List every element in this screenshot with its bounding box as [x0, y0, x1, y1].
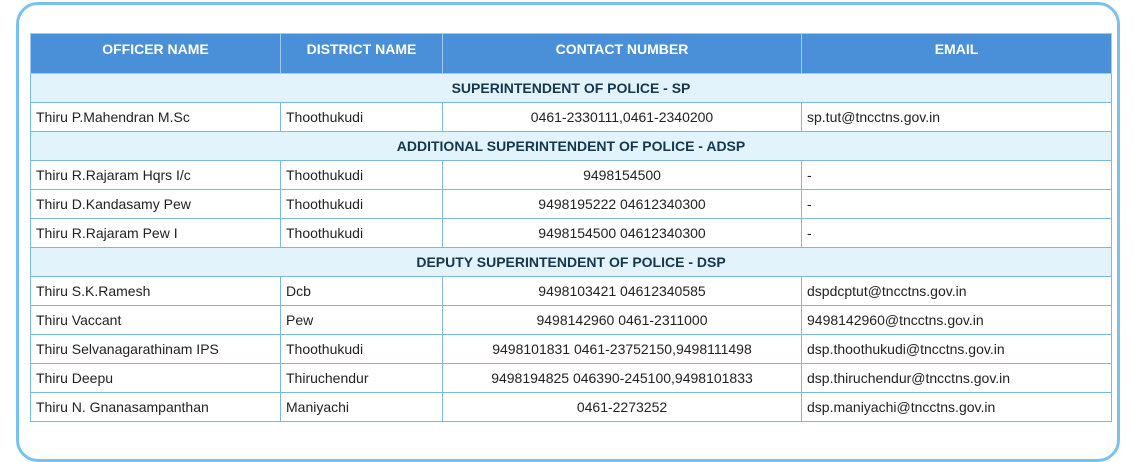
officer-name-cell: Thiru N. Gnanasampanthan — [31, 393, 281, 422]
contact-cell: 9498101831 0461-23752150,9498111498 — [443, 335, 802, 364]
header-district-name: DISTRICT NAME — [281, 34, 443, 74]
district-cell: Thoothukudi — [281, 190, 443, 219]
district-cell: Thoothukudi — [281, 103, 443, 132]
email-cell: dsp.maniyachi@tncctns.gov.in — [802, 393, 1112, 422]
district-cell: Thoothukudi — [281, 219, 443, 248]
table-row — [31, 190, 1112, 219]
section-row-dsp — [31, 248, 1112, 277]
section-title: ADDITIONAL SUPERINTENDENT OF POLICE - ADSP — [31, 132, 1112, 161]
table-row — [31, 103, 1112, 132]
contact-cell: 0461-2330111,0461-2340200 — [443, 103, 802, 132]
table-header — [31, 34, 1112, 74]
officer-name-cell: Thiru Selvanagarathinam IPS — [31, 335, 281, 364]
header-officer-name: OFFICER NAME — [31, 34, 281, 74]
contact-cell: 0461-2273252 — [443, 393, 802, 422]
email-cell: dsp.thoothukudi@tncctns.gov.in — [802, 335, 1112, 364]
contact-cell: 9498154500 — [443, 161, 802, 190]
header-email: EMAIL — [802, 34, 1112, 74]
email-cell: 9498142960@tncctns.gov.in — [802, 306, 1112, 335]
district-cell: Thoothukudi — [281, 161, 443, 190]
officer-name-cell: Thiru R.Rajaram Hqrs I/c — [31, 161, 281, 190]
district-cell: Dcb — [281, 277, 443, 306]
contact-cell: 9498103421 04612340585 — [443, 277, 802, 306]
email-cell: dsp.thiruchendur@tncctns.gov.in — [802, 364, 1112, 393]
officer-name-cell: Thiru Vaccant — [31, 306, 281, 335]
table-row — [31, 335, 1112, 364]
table-row — [31, 364, 1112, 393]
table-row — [31, 306, 1112, 335]
section-row-adsp — [31, 132, 1112, 161]
table-row — [31, 161, 1112, 190]
contact-cell: 9498194825 046390-245100,9498101833 — [443, 364, 802, 393]
officers-table — [30, 33, 1112, 422]
section-row-sp — [31, 74, 1112, 103]
table-row — [31, 393, 1112, 422]
officer-name-cell: Thiru Deepu — [31, 364, 281, 393]
officer-name-cell: Thiru D.Kandasamy Pew — [31, 190, 281, 219]
contact-cell: 9498154500 04612340300 — [443, 219, 802, 248]
email-cell: - — [802, 190, 1112, 219]
contact-cell: 9498142960 0461-2311000 — [443, 306, 802, 335]
officer-name-cell: Thiru S.K.Ramesh — [31, 277, 281, 306]
email-cell: sp.tut@tncctns.gov.in — [802, 103, 1112, 132]
section-title: DEPUTY SUPERINTENDENT OF POLICE - DSP — [31, 248, 1112, 277]
officer-name-cell: Thiru P.Mahendran M.Sc — [31, 103, 281, 132]
district-cell: Pew — [281, 306, 443, 335]
district-cell: Thoothukudi — [281, 335, 443, 364]
email-cell: - — [802, 219, 1112, 248]
email-cell: dspdcptut@tncctns.gov.in — [802, 277, 1112, 306]
table-row — [31, 277, 1112, 306]
header-contact-number: CONTACT NUMBER — [443, 34, 802, 74]
table-body — [31, 74, 1112, 422]
header-row — [31, 34, 1112, 74]
district-cell: Thiruchendur — [281, 364, 443, 393]
email-cell: - — [802, 161, 1112, 190]
contact-cell: 9498195222 04612340300 — [443, 190, 802, 219]
table-row — [31, 219, 1112, 248]
district-cell: Maniyachi — [281, 393, 443, 422]
section-title: SUPERINTENDENT OF POLICE - SP — [31, 74, 1112, 103]
officer-name-cell: Thiru R.Rajaram Pew I — [31, 219, 281, 248]
